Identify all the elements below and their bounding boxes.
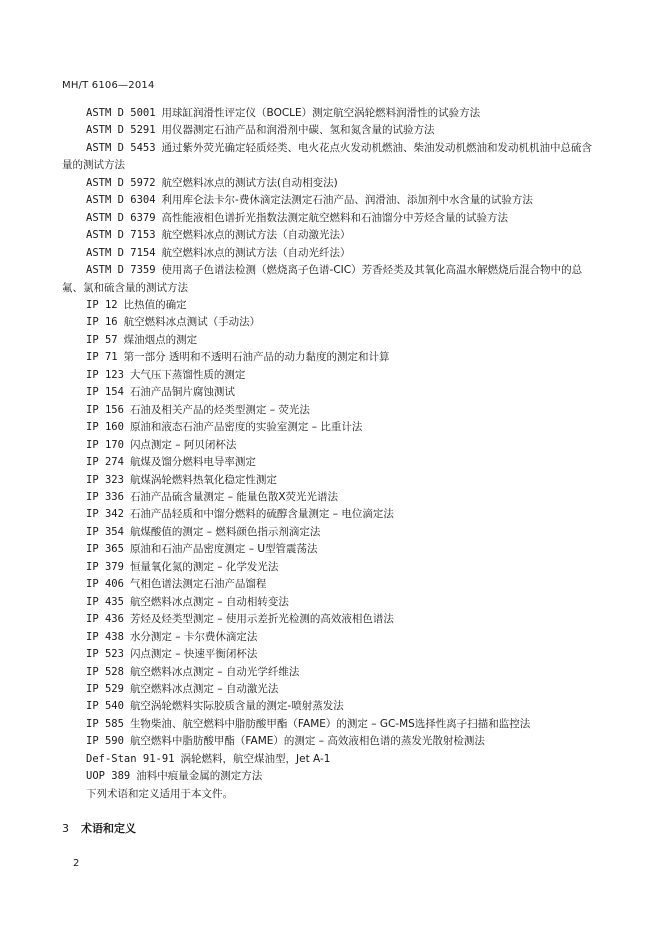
- section-number: 3: [62, 822, 69, 835]
- reference-code: ASTM D 6304: [86, 194, 156, 207]
- reference-code: ASTM D 7154: [86, 246, 156, 259]
- reference-item: [62, 367, 600, 384]
- reference-item: [62, 210, 600, 227]
- reference-title: 航空燃料冰点测定 – 自动激光法: [129, 682, 279, 695]
- reference-item: [62, 489, 600, 506]
- reference-code: IP 71: [86, 351, 118, 364]
- normative-references-list: [62, 105, 600, 803]
- reference-code: IP 12: [86, 298, 118, 311]
- reference-title: 生物柴油、航空燃料中脂肪酸甲酯（FAME）的测定 – GC-MS选择性离子扫描和监控法: [129, 717, 531, 730]
- reference-code: IP 436: [86, 613, 124, 626]
- reference-title: 芳烃及烃类型测定 – 使用示差折光检测的高效液相色谱法: [129, 613, 394, 626]
- reference-code: ASTM D 6379: [86, 211, 156, 224]
- reference-item: [62, 297, 600, 314]
- reference-title: 航空燃料冰点测定 – 自动相转变法: [129, 595, 289, 608]
- reference-title: 航空燃料冰点测定 – 自动光学纤维法: [129, 665, 300, 678]
- reference-title: 石油产品轻质和中馏分燃料的硫醇含量测定 – 电位滴定法: [129, 508, 394, 521]
- reference-title: 大气压下蒸馏性质的测定: [129, 368, 246, 381]
- reference-item: [62, 175, 600, 192]
- page-number: 2: [73, 858, 80, 869]
- reference-title: 第一部分 透明和不透明石油产品的动力黏度的测定和计算: [123, 351, 390, 364]
- reference-code: UOP 389: [86, 770, 131, 783]
- document-code-header: MH/T 6106—2014: [62, 80, 155, 91]
- reference-code: ASTM D 5453: [86, 141, 156, 154]
- reference-title: 使用离子色谱法检测（燃烧离子色谱-CIC）芳香烃类及其氧化高温水解燃烧后混合物中的总氟、氯和硫含量的测试方法: [62, 264, 583, 294]
- reference-item: [62, 472, 600, 489]
- reference-title: 航空涡轮燃料实际胶质含量的测定-喷射蒸发法: [129, 700, 344, 713]
- reference-code: IP 154: [86, 386, 124, 399]
- reference-title: 原油和石油产品密度测定 – U型管震荡法: [129, 543, 318, 556]
- reference-code: IP 438: [86, 630, 124, 643]
- reference-item: [62, 349, 600, 366]
- reference-title: 气相色谱法测定石油产品馏程: [129, 578, 267, 591]
- reference-item: [62, 576, 600, 593]
- reference-item: [62, 664, 600, 681]
- reference-code: IP 529: [86, 682, 124, 695]
- reference-item: [62, 384, 600, 401]
- reference-title: 恒量氧化氮的测定 – 化学发光法: [129, 560, 279, 573]
- reference-title: 航空燃料冰点的测试方法(自动相变法): [161, 176, 338, 189]
- reference-code: IP 590: [86, 735, 124, 748]
- reference-title: 航煤酸值的测定 – 燃料颜色指示剂滴定法: [129, 525, 321, 538]
- reference-code: IP 523: [86, 648, 124, 661]
- reference-title: 水分测定 – 卡尔费休滴定法: [129, 630, 258, 643]
- reference-title: 通过紫外荧光确定轻质烃类、电火花点火发动机燃油、柴油发动机燃油和发动机机油中总硫含量的测试方法: [62, 141, 593, 172]
- reference-code: ASTM D 5972: [86, 176, 156, 189]
- reference-code: IP 336: [86, 490, 124, 503]
- reference-code: ASTM D 5001: [86, 107, 156, 119]
- reference-item: [62, 733, 600, 750]
- reference-item: [62, 524, 600, 541]
- reference-item: [62, 751, 600, 768]
- reference-item: [62, 681, 600, 698]
- reference-code: IP 354: [86, 525, 124, 538]
- reference-title: 航空燃料冰点测试（手动法）: [123, 316, 261, 329]
- reference-item: [62, 559, 600, 576]
- reference-title: 航空燃料冰点的测试方法（自动激光法）: [161, 229, 351, 242]
- reference-title: 闪点测定 – 快速平衡闭杯法: [129, 648, 258, 661]
- reference-item: [62, 437, 600, 454]
- reference-code: IP 585: [86, 717, 124, 730]
- reference-item: [62, 332, 600, 349]
- reference-code: IP 406: [86, 578, 124, 591]
- reference-title: 用球缸润滑性评定仪（BOCLE）测定航空涡轮燃料润滑性的试验方法: [161, 107, 481, 119]
- reference-item: [62, 122, 600, 139]
- section-title: 术语和定义: [81, 822, 136, 835]
- reference-title: 闪点测定 – 阿贝闭杯法: [129, 438, 237, 451]
- reference-item: [62, 105, 600, 122]
- reference-item: [62, 262, 600, 297]
- reference-code: IP 156: [86, 403, 124, 416]
- reference-code: IP 160: [86, 421, 124, 434]
- reference-title: 比热值的确定: [123, 298, 187, 311]
- reference-code: IP 342: [86, 508, 124, 521]
- section-heading: [62, 820, 136, 836]
- reference-item: [62, 402, 600, 419]
- reference-item: [62, 140, 600, 175]
- reference-code: IP 16: [86, 316, 118, 329]
- reference-code: IP 274: [86, 456, 124, 469]
- reference-item: [62, 314, 600, 331]
- reference-title: 涡轮燃料，航空煤油型，Jet A-1: [180, 752, 331, 765]
- reference-title: 航煤涡轮燃料热氧化稳定性测定: [129, 473, 277, 486]
- reference-code: IP 379: [86, 560, 124, 573]
- reference-code: IP 435: [86, 595, 124, 608]
- reference-item: [62, 506, 600, 523]
- reference-title: 原油和液态石油产品密度的实验室测定 – 比重计法: [129, 421, 363, 434]
- reference-code: IP 123: [86, 368, 124, 381]
- reference-item: [62, 454, 600, 471]
- reference-item: [62, 594, 600, 611]
- reference-item: [62, 698, 600, 715]
- reference-code: ASTM D 7359: [86, 264, 156, 277]
- reference-title: 航空燃料中脂肪酸甲酯（FAME）的测定 – 高效液相色谱的蒸发光散射检测法: [129, 735, 485, 748]
- reference-title: 用仪器测定石油产品和润滑剂中碳、氢和氮含量的试验方法: [161, 124, 435, 137]
- reference-item: [62, 245, 600, 262]
- reference-title: 煤油烟点的测定: [123, 333, 198, 346]
- reference-code: IP 170: [86, 438, 124, 451]
- reference-code: IP 323: [86, 473, 124, 486]
- reference-title: 石油产品铜片腐蚀测试: [129, 386, 235, 399]
- reference-item: [62, 716, 600, 733]
- reference-title: 石油产品硫含量测定 – 能量色散X荧光光谱法: [129, 490, 339, 503]
- reference-item: [62, 768, 600, 785]
- reference-item: [62, 192, 600, 209]
- reference-title: 石油及相关产品的烃类型测定 – 荧光法: [129, 403, 310, 416]
- reference-title: 油料中痕量金属的测定方法: [136, 770, 263, 783]
- reference-code: IP 540: [86, 700, 124, 713]
- reference-item: [62, 611, 600, 628]
- reference-title: 高性能液相色谱折光指数法测定航空燃料和石油馏分中芳烃含量的试验方法: [161, 211, 509, 224]
- reference-item: [62, 227, 600, 244]
- reference-title: 航空燃料冰点的测试方法（自动光纤法）: [161, 246, 351, 259]
- reference-title: 航煤及馏分燃料电导率测定: [129, 456, 256, 469]
- reference-item: [62, 419, 600, 436]
- reference-item: [62, 541, 600, 558]
- reference-code: ASTM D 5291: [86, 124, 156, 137]
- reference-item: [62, 646, 600, 663]
- reference-code: Def-Stan 91-91: [86, 752, 175, 765]
- closing-sentence: 下列术语和定义适用于本文件。: [86, 787, 233, 800]
- reference-code: ASTM D 7153: [86, 229, 156, 242]
- reference-code: IP 365: [86, 543, 124, 556]
- reference-code: IP 528: [86, 665, 124, 678]
- reference-code: IP 57: [86, 333, 118, 346]
- reference-title: 利用库仑法卡尔-费休滴定法测定石油产品、润滑油、添加剂中水含量的试验方法: [161, 194, 533, 207]
- reference-item: [62, 629, 600, 646]
